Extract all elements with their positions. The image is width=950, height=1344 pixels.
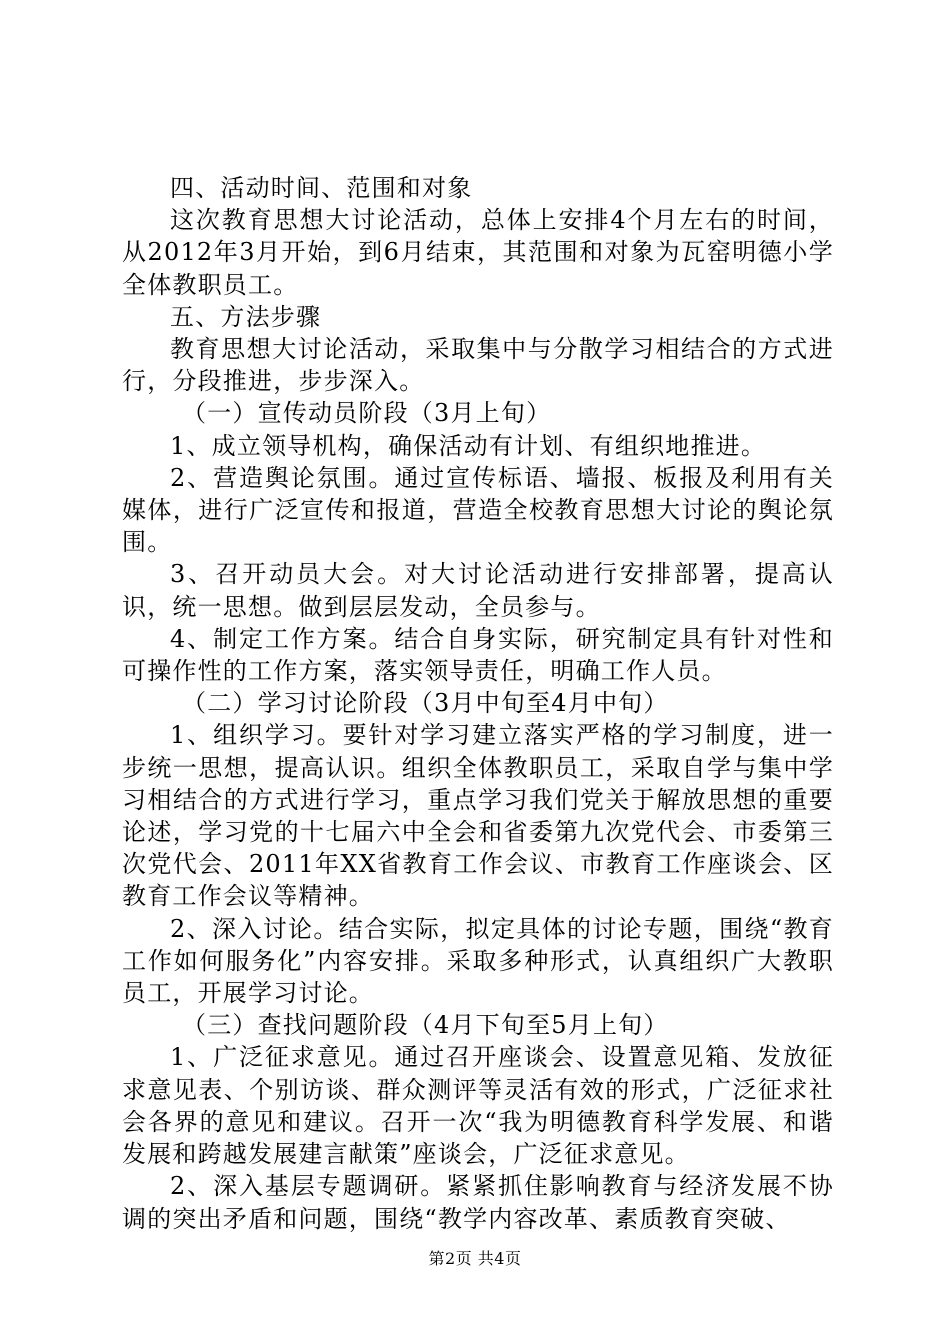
paragraph: 这次教育思想大讨论活动，总体上安排4个月左右的时间，从2012年3月开始，到6月结束，其范围和对象为瓦窑明德小学全体教职员工。 xyxy=(122,206,834,299)
section-heading: （二）学习讨论阶段（3月中旬至4月中旬） xyxy=(182,689,669,718)
section-heading: （一）宣传动员阶段（3月上旬） xyxy=(182,399,552,428)
paragraph: 2、深入讨论。结合实际，拟定具体的讨论专题，围绕“教育工作如何服务化”内容安排。采取多种形式，认真组织广大教职员工，开展学习讨论。 xyxy=(122,914,834,1008)
paragraph: 2、营造舆论氛围。通过宣传标语、墙报、板报及利用有关媒体，进行广泛宣传和报道，营造全校教育思想大讨论的舆论氛围。 xyxy=(122,463,834,557)
paragraph: 1、成立领导机构，确保活动有计划、有组织地推进。 xyxy=(170,431,767,460)
paragraph: 3、召开动员大会。对大讨论活动进行安排部署，提高认识，统一思想。做到层层发动，全员参与。 xyxy=(122,560,834,621)
paragraph: 4、制定工作方案。结合自身实际，研究制定具有针对性和可操作性的工作方案，落实领导责任，明确工作人员。 xyxy=(122,624,834,686)
paragraph: 五、方法步骤 xyxy=(170,302,322,331)
paragraph: 教育思想大讨论活动，采取集中与分散学习相结合的方式进行，分段推进，步步深入。 xyxy=(122,335,834,396)
document-body xyxy=(122,172,834,1235)
paragraph: 1、广泛征求意见。通过召开座谈会、设置意见箱、发放征求意见表、个别访谈、群众测评等灵活有效的形式，广泛征求社会各界的意见和建议。召开一次“我为明德教育科学发展、和谐发展和跨越发展建言献策”座谈会，广泛征求意见。 xyxy=(122,1043,834,1169)
page-footer: 第2页 共4页 xyxy=(428,1249,522,1268)
paragraph: 1、组织学习。要针对学习建立落实严格的学习制度，进一步统一思想，提高认识。组织全体教职员工，采取自学与集中学习相结合的方式进行学习，重点学习我们党关于解放思想的重要论述，学习党的十七届六中全会和省委第九次党代会、市委第三次党代会、2011年XX省教育工作会议、市教育工作座谈会、区教育工作会议等精神。 xyxy=(122,721,834,911)
paragraph: 四、活动时间、范围和对象 xyxy=(170,174,473,202)
section-heading: （三）查找问题阶段（4月下旬至5月上旬） xyxy=(182,1011,669,1040)
paragraph: 2、深入基层专题调研。紧紧抓住影响教育与经济发展不协调的突出矛盾和问题，围绕“教学内容改革、素质教育突破、 xyxy=(122,1172,834,1233)
